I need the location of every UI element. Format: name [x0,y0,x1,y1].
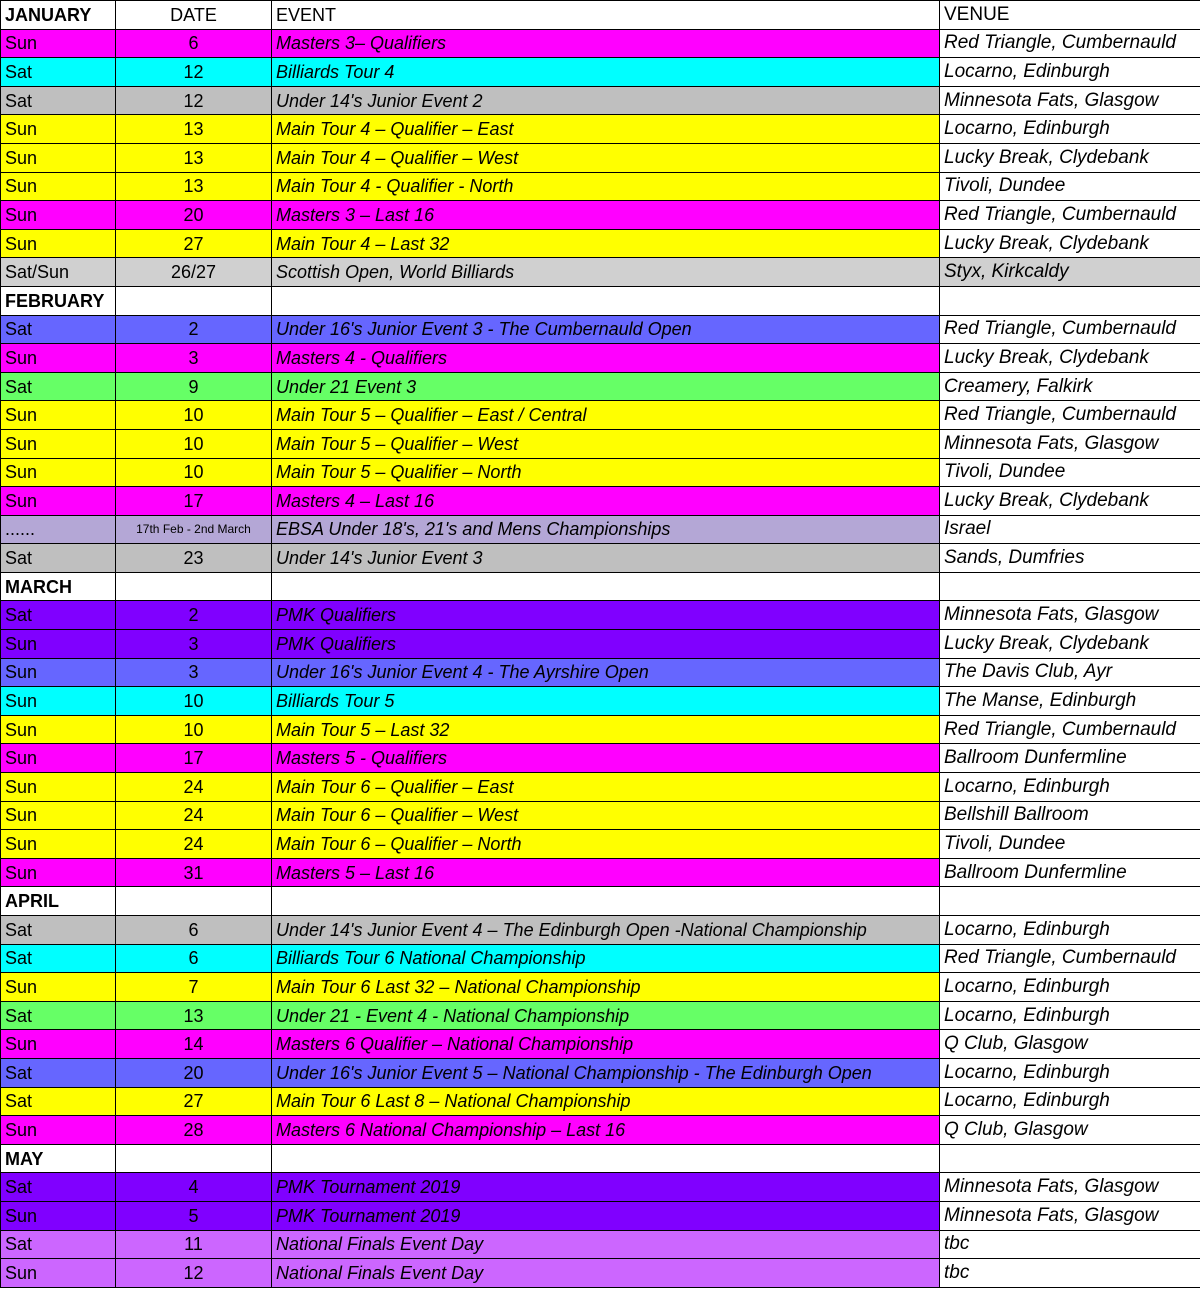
venue-cell: Minnesota Fats, Glasgow [940,86,1200,115]
table-row [1,715,1200,744]
venue-cell: Q Club, Glasgow [940,1030,1200,1059]
event-cell: National Finals Event Day [272,1259,940,1288]
table-row [1,1001,1200,1030]
event-cell: PMK Tournament 2019 [272,1173,940,1202]
event-cell: Main Tour 4 – Qualifier – East [272,115,940,144]
venue-cell: Locarno, Edinburgh [940,916,1200,945]
date-cell: 4 [116,1173,272,1202]
day-cell: Sun [1,630,116,659]
day-cell: Sat [1,944,116,973]
day-cell: Sat [1,1001,116,1030]
month-heading: MAY [1,1144,116,1173]
day-cell: Sun [1,401,116,430]
day-cell: Sun [1,201,116,230]
day-cell: Sun [1,715,116,744]
event-cell: Main Tour 4 – Last 32 [272,229,940,258]
venue-cell: Tivoli, Dundee [940,172,1200,201]
event-cell: Under 14's Junior Event 3 [272,544,940,573]
venue-cell: Lucky Break, Clydebank [940,143,1200,172]
venue-cell: Red Triangle, Cumbernauld [940,29,1200,58]
event-cell: Masters 4 – Last 16 [272,487,940,516]
month-blank-venue [940,572,1200,601]
table-row [1,143,1200,172]
event-cell: Masters 4 - Qualifiers [272,344,940,373]
event-cell: Under 14's Junior Event 4 – The Edinburgh Open -National Championship [272,916,940,945]
venue-cell: Locarno, Edinburgh [940,973,1200,1002]
day-cell: Sun [1,1201,116,1230]
date-cell: 20 [116,201,272,230]
date-cell: 12 [116,58,272,87]
table-row [1,315,1200,344]
table-row [1,29,1200,58]
header-venue: VENUE [940,1,1200,30]
event-cell: Main Tour 4 – Qualifier – West [272,143,940,172]
event-cell: Main Tour 6 Last 8 – National Championship [272,1087,940,1116]
day-cell: Sun [1,29,116,58]
table-row [1,515,1200,544]
date-cell: 5 [116,1201,272,1230]
day-cell: Sat [1,315,116,344]
event-cell: Under 21 Event 3 [272,372,940,401]
venue-cell: Bellshill Ballroom [940,801,1200,830]
event-cell: Masters 5 - Qualifiers [272,744,940,773]
table-row [1,658,1200,687]
table-row [1,201,1200,230]
day-cell: Sun [1,344,116,373]
day-cell: Sun [1,487,116,516]
table-row [1,744,1200,773]
day-cell: ...... [1,515,116,544]
day-cell: Sat [1,58,116,87]
date-cell: 17 [116,487,272,516]
date-cell: 10 [116,687,272,716]
day-cell: Sat [1,601,116,630]
date-cell: 13 [116,1001,272,1030]
table-row [1,1259,1200,1288]
date-cell: 2 [116,601,272,630]
event-cell: Main Tour 6 – Qualifier – West [272,801,940,830]
venue-cell: Lucky Break, Clydebank [940,630,1200,659]
date-cell: 13 [116,172,272,201]
event-cell: Under 14's Junior Event 2 [272,86,940,115]
table-row [1,801,1200,830]
event-cell: Main Tour 5 – Qualifier – West [272,429,940,458]
day-cell: Sat/Sun [1,258,116,287]
month-blank-event [272,572,940,601]
venue-cell: Tivoli, Dundee [940,830,1200,859]
date-cell: 14 [116,1030,272,1059]
day-cell: Sun [1,830,116,859]
day-cell: Sun [1,429,116,458]
venue-cell: Ballroom Dunfermline [940,744,1200,773]
table-row [1,258,1200,287]
month-heading: FEBRUARY [1,286,116,315]
table-row [1,687,1200,716]
date-cell: 28 [116,1116,272,1145]
day-cell: Sat [1,1173,116,1202]
event-cell: Main Tour 5 – Qualifier – East / Central [272,401,940,430]
month-blank-event [272,286,940,315]
venue-cell: Locarno, Edinburgh [940,773,1200,802]
table-row [1,1030,1200,1059]
month-row [1,572,1200,601]
day-cell: Sun [1,687,116,716]
date-cell: 24 [116,801,272,830]
event-cell: Billiards Tour 6 National Championship [272,944,940,973]
table-row [1,429,1200,458]
month-blank-venue [940,1144,1200,1173]
venue-cell: Locarno, Edinburgh [940,115,1200,144]
venue-cell: Lucky Break, Clydebank [940,229,1200,258]
table-row [1,372,1200,401]
venue-cell: Minnesota Fats, Glasgow [940,1201,1200,1230]
day-cell: Sun [1,801,116,830]
date-cell: 3 [116,630,272,659]
venue-cell: Red Triangle, Cumbernauld [940,201,1200,230]
date-cell: 3 [116,658,272,687]
table-row [1,830,1200,859]
day-cell: Sun [1,172,116,201]
event-cell: Billiards Tour 5 [272,687,940,716]
venue-cell: Red Triangle, Cumbernauld [940,315,1200,344]
table-row [1,458,1200,487]
venue-cell: Lucky Break, Clydebank [940,487,1200,516]
venue-cell: Styx, Kirkcaldy [940,258,1200,287]
venue-cell: tbc [940,1230,1200,1259]
table-row [1,1173,1200,1202]
table-row [1,1230,1200,1259]
day-cell: Sun [1,658,116,687]
date-cell: 24 [116,773,272,802]
event-cell: Under 16's Junior Event 5 – National Championship - The Edinburgh Open [272,1058,940,1087]
date-cell: 6 [116,916,272,945]
month-blank-venue [940,887,1200,916]
day-cell: Sun [1,229,116,258]
day-cell: Sat [1,86,116,115]
date-cell: 27 [116,229,272,258]
day-cell: Sun [1,773,116,802]
month-row [1,887,1200,916]
date-cell: 9 [116,372,272,401]
event-cell: Main Tour 5 – Last 32 [272,715,940,744]
day-cell: Sat [1,916,116,945]
table-row [1,1201,1200,1230]
day-cell: Sun [1,143,116,172]
event-cell: PMK Qualifiers [272,630,940,659]
venue-cell: The Davis Club, Ayr [940,658,1200,687]
table-row [1,1087,1200,1116]
date-cell: 27 [116,1087,272,1116]
table-row [1,172,1200,201]
table-row [1,544,1200,573]
venue-cell: Red Triangle, Cumbernauld [940,715,1200,744]
venue-cell: Tivoli, Dundee [940,458,1200,487]
date-cell: 31 [116,858,272,887]
event-cell: Masters 5 – Last 16 [272,858,940,887]
month-blank-date [116,286,272,315]
month-row [1,1144,1200,1173]
event-cell: Scottish Open, World Billiards [272,258,940,287]
month-blank-date [116,572,272,601]
event-cell: Under 21 - Event 4 - National Championship [272,1001,940,1030]
table-row [1,944,1200,973]
venue-cell: Sands, Dumfries [940,544,1200,573]
venue-cell: Minnesota Fats, Glasgow [940,601,1200,630]
venue-cell: Israel [940,515,1200,544]
venue-cell: The Manse, Edinburgh [940,687,1200,716]
date-cell: 7 [116,973,272,1002]
day-cell: Sun [1,1116,116,1145]
day-cell: Sun [1,1259,116,1288]
date-cell: 26/27 [116,258,272,287]
event-cell: PMK Tournament 2019 [272,1201,940,1230]
event-cell: Main Tour 5 – Qualifier – North [272,458,940,487]
event-cell: Masters 6 National Championship – Last 16 [272,1116,940,1145]
event-cell: Masters 6 Qualifier – National Championship [272,1030,940,1059]
venue-cell: Locarno, Edinburgh [940,58,1200,87]
venue-cell: Locarno, Edinburgh [940,1058,1200,1087]
venue-cell: tbc [940,1259,1200,1288]
date-cell: 10 [116,715,272,744]
month-blank-venue [940,286,1200,315]
event-cell: Main Tour 6 – Qualifier – East [272,773,940,802]
table-row [1,916,1200,945]
venue-cell: Ballroom Dunfermline [940,858,1200,887]
table-row [1,1058,1200,1087]
header-month: JANUARY [1,1,116,30]
date-cell: 20 [116,1058,272,1087]
day-cell: Sat [1,1087,116,1116]
event-cell: Main Tour 6 – Qualifier – North [272,830,940,859]
day-cell: Sun [1,744,116,773]
date-cell: 17th Feb - 2nd March [116,515,272,544]
table-row [1,773,1200,802]
venue-cell: Locarno, Edinburgh [940,1087,1200,1116]
date-cell: 12 [116,1259,272,1288]
date-cell: 23 [116,544,272,573]
date-cell: 13 [116,143,272,172]
month-blank-date [116,1144,272,1173]
event-cell: Under 16's Junior Event 4 - The Ayrshire Open [272,658,940,687]
table-row [1,401,1200,430]
date-cell: 17 [116,744,272,773]
event-cell: Masters 3 – Last 16 [272,201,940,230]
month-blank-date [116,887,272,916]
day-cell: Sat [1,1058,116,1087]
event-cell: Main Tour 6 Last 32 – National Championship [272,973,940,1002]
date-cell: 10 [116,458,272,487]
date-cell: 11 [116,1230,272,1259]
date-cell: 6 [116,944,272,973]
event-cell: Under 16's Junior Event 3 - The Cumbernauld Open [272,315,940,344]
header-event: EVENT [272,1,940,30]
table-row [1,58,1200,87]
month-blank-event [272,887,940,916]
venue-cell: Creamery, Falkirk [940,372,1200,401]
date-cell: 3 [116,344,272,373]
venue-cell: Minnesota Fats, Glasgow [940,1173,1200,1202]
day-cell: Sat [1,1230,116,1259]
venue-cell: Q Club, Glasgow [940,1116,1200,1145]
event-cell: Masters 3– Qualifiers [272,29,940,58]
date-cell: 13 [116,115,272,144]
venue-cell: Minnesota Fats, Glasgow [940,429,1200,458]
schedule-body [1,1,1200,1288]
table-row [1,858,1200,887]
day-cell: Sun [1,115,116,144]
table-row [1,601,1200,630]
table-row [1,115,1200,144]
month-row [1,286,1200,315]
table-row [1,229,1200,258]
day-cell: Sun [1,458,116,487]
venue-cell: Locarno, Edinburgh [940,1001,1200,1030]
day-cell: Sun [1,973,116,1002]
date-cell: 24 [116,830,272,859]
date-cell: 10 [116,429,272,458]
month-blank-event [272,1144,940,1173]
table-row [1,344,1200,373]
venue-cell: Red Triangle, Cumbernauld [940,944,1200,973]
event-cell: PMK Qualifiers [272,601,940,630]
event-cell: Main Tour 4 - Qualifier - North [272,172,940,201]
day-cell: Sat [1,544,116,573]
month-heading: APRIL [1,887,116,916]
month-heading: MARCH [1,572,116,601]
table-row [1,86,1200,115]
date-cell: 2 [116,315,272,344]
date-cell: 10 [116,401,272,430]
day-cell: Sun [1,858,116,887]
table-row [1,973,1200,1002]
venue-cell: Red Triangle, Cumbernauld [940,401,1200,430]
day-cell: Sat [1,372,116,401]
event-cell: National Finals Event Day [272,1230,940,1259]
event-cell: Billiards Tour 4 [272,58,940,87]
venue-cell: Lucky Break, Clydebank [940,344,1200,373]
date-cell: 12 [116,86,272,115]
table-row [1,1116,1200,1145]
header-row [1,1,1200,30]
event-cell: EBSA Under 18's, 21's and Mens Championships [272,515,940,544]
table-row [1,630,1200,659]
table-row [1,487,1200,516]
day-cell: Sun [1,1030,116,1059]
header-date: DATE [116,1,272,30]
date-cell: 6 [116,29,272,58]
